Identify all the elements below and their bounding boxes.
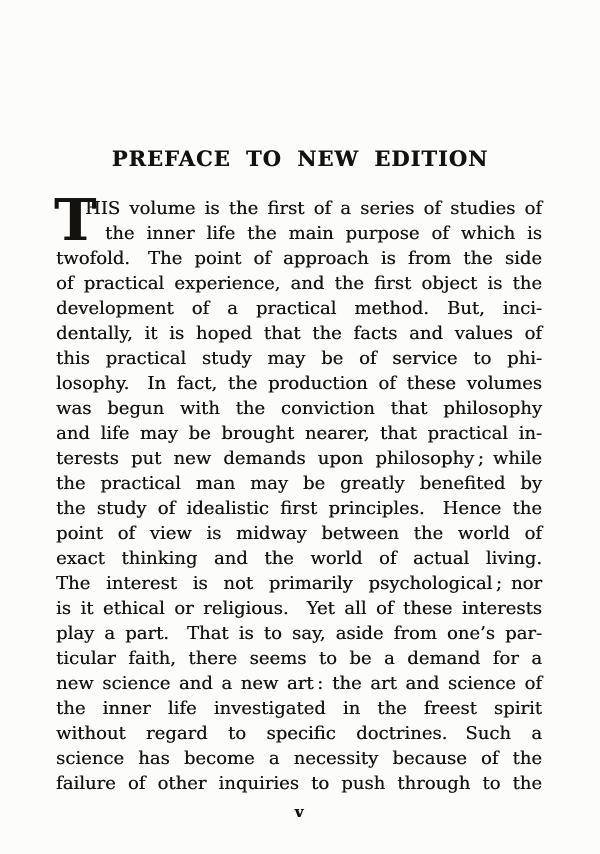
body-line: The interest is not primarily psychological ; nor — [56, 573, 542, 594]
body-text — [54, 187, 542, 796]
body-line: science has become a necessity because of the — [56, 748, 542, 769]
body-line: point of view is midway between the world of — [56, 523, 542, 544]
body-line: new science and a new art : the art and science of — [56, 673, 542, 694]
body-line: is it ethical or religious. Yet all of these interests — [56, 598, 542, 619]
body-line: failure of other inquiries to push through to the — [56, 773, 542, 794]
body-line: losophy. In fact, the production of these volumes — [56, 373, 542, 394]
body-line: was begun with the conviction that philosophy — [56, 398, 542, 419]
body-line: play a part. That is to say, aside from one’s par- — [56, 623, 542, 644]
body-line: the inner life the main purpose of which is — [105, 223, 542, 244]
drop-cap: T — [54, 187, 97, 254]
chapter-title: PREFACE TO NEW EDITION — [111, 146, 489, 171]
body-line: the inner life investigated in the freest spirit — [56, 698, 542, 719]
body-line: the study of idealistic first principles. Hence the — [56, 498, 542, 519]
body-line: ticular faith, there seems to be a demand for a — [56, 648, 542, 669]
body-line: twofold. The point of approach is from the side — [56, 248, 542, 269]
body-line: dentally, it is hoped that the facts and values of — [56, 323, 542, 344]
page-number: v — [294, 803, 304, 821]
body-line: this practical study may be of service to phi- — [56, 348, 542, 369]
body-line: HIS volume is the first of a series of studies of — [85, 198, 542, 219]
body-line: of practical experience, and the first object is the — [56, 273, 542, 294]
body-line: without regard to specific doctrines. Such a — [56, 723, 542, 744]
body-line: exact thinking and the world of actual living. — [56, 548, 542, 569]
body-line: and life may be brought nearer, that practical in- — [56, 423, 542, 444]
body-line: the practical man may be greatly benefited by — [56, 473, 542, 494]
body-line: terests put new demands upon philosophy ; while — [56, 448, 542, 469]
body-line: development of a practical method. But, inci- — [56, 298, 542, 319]
